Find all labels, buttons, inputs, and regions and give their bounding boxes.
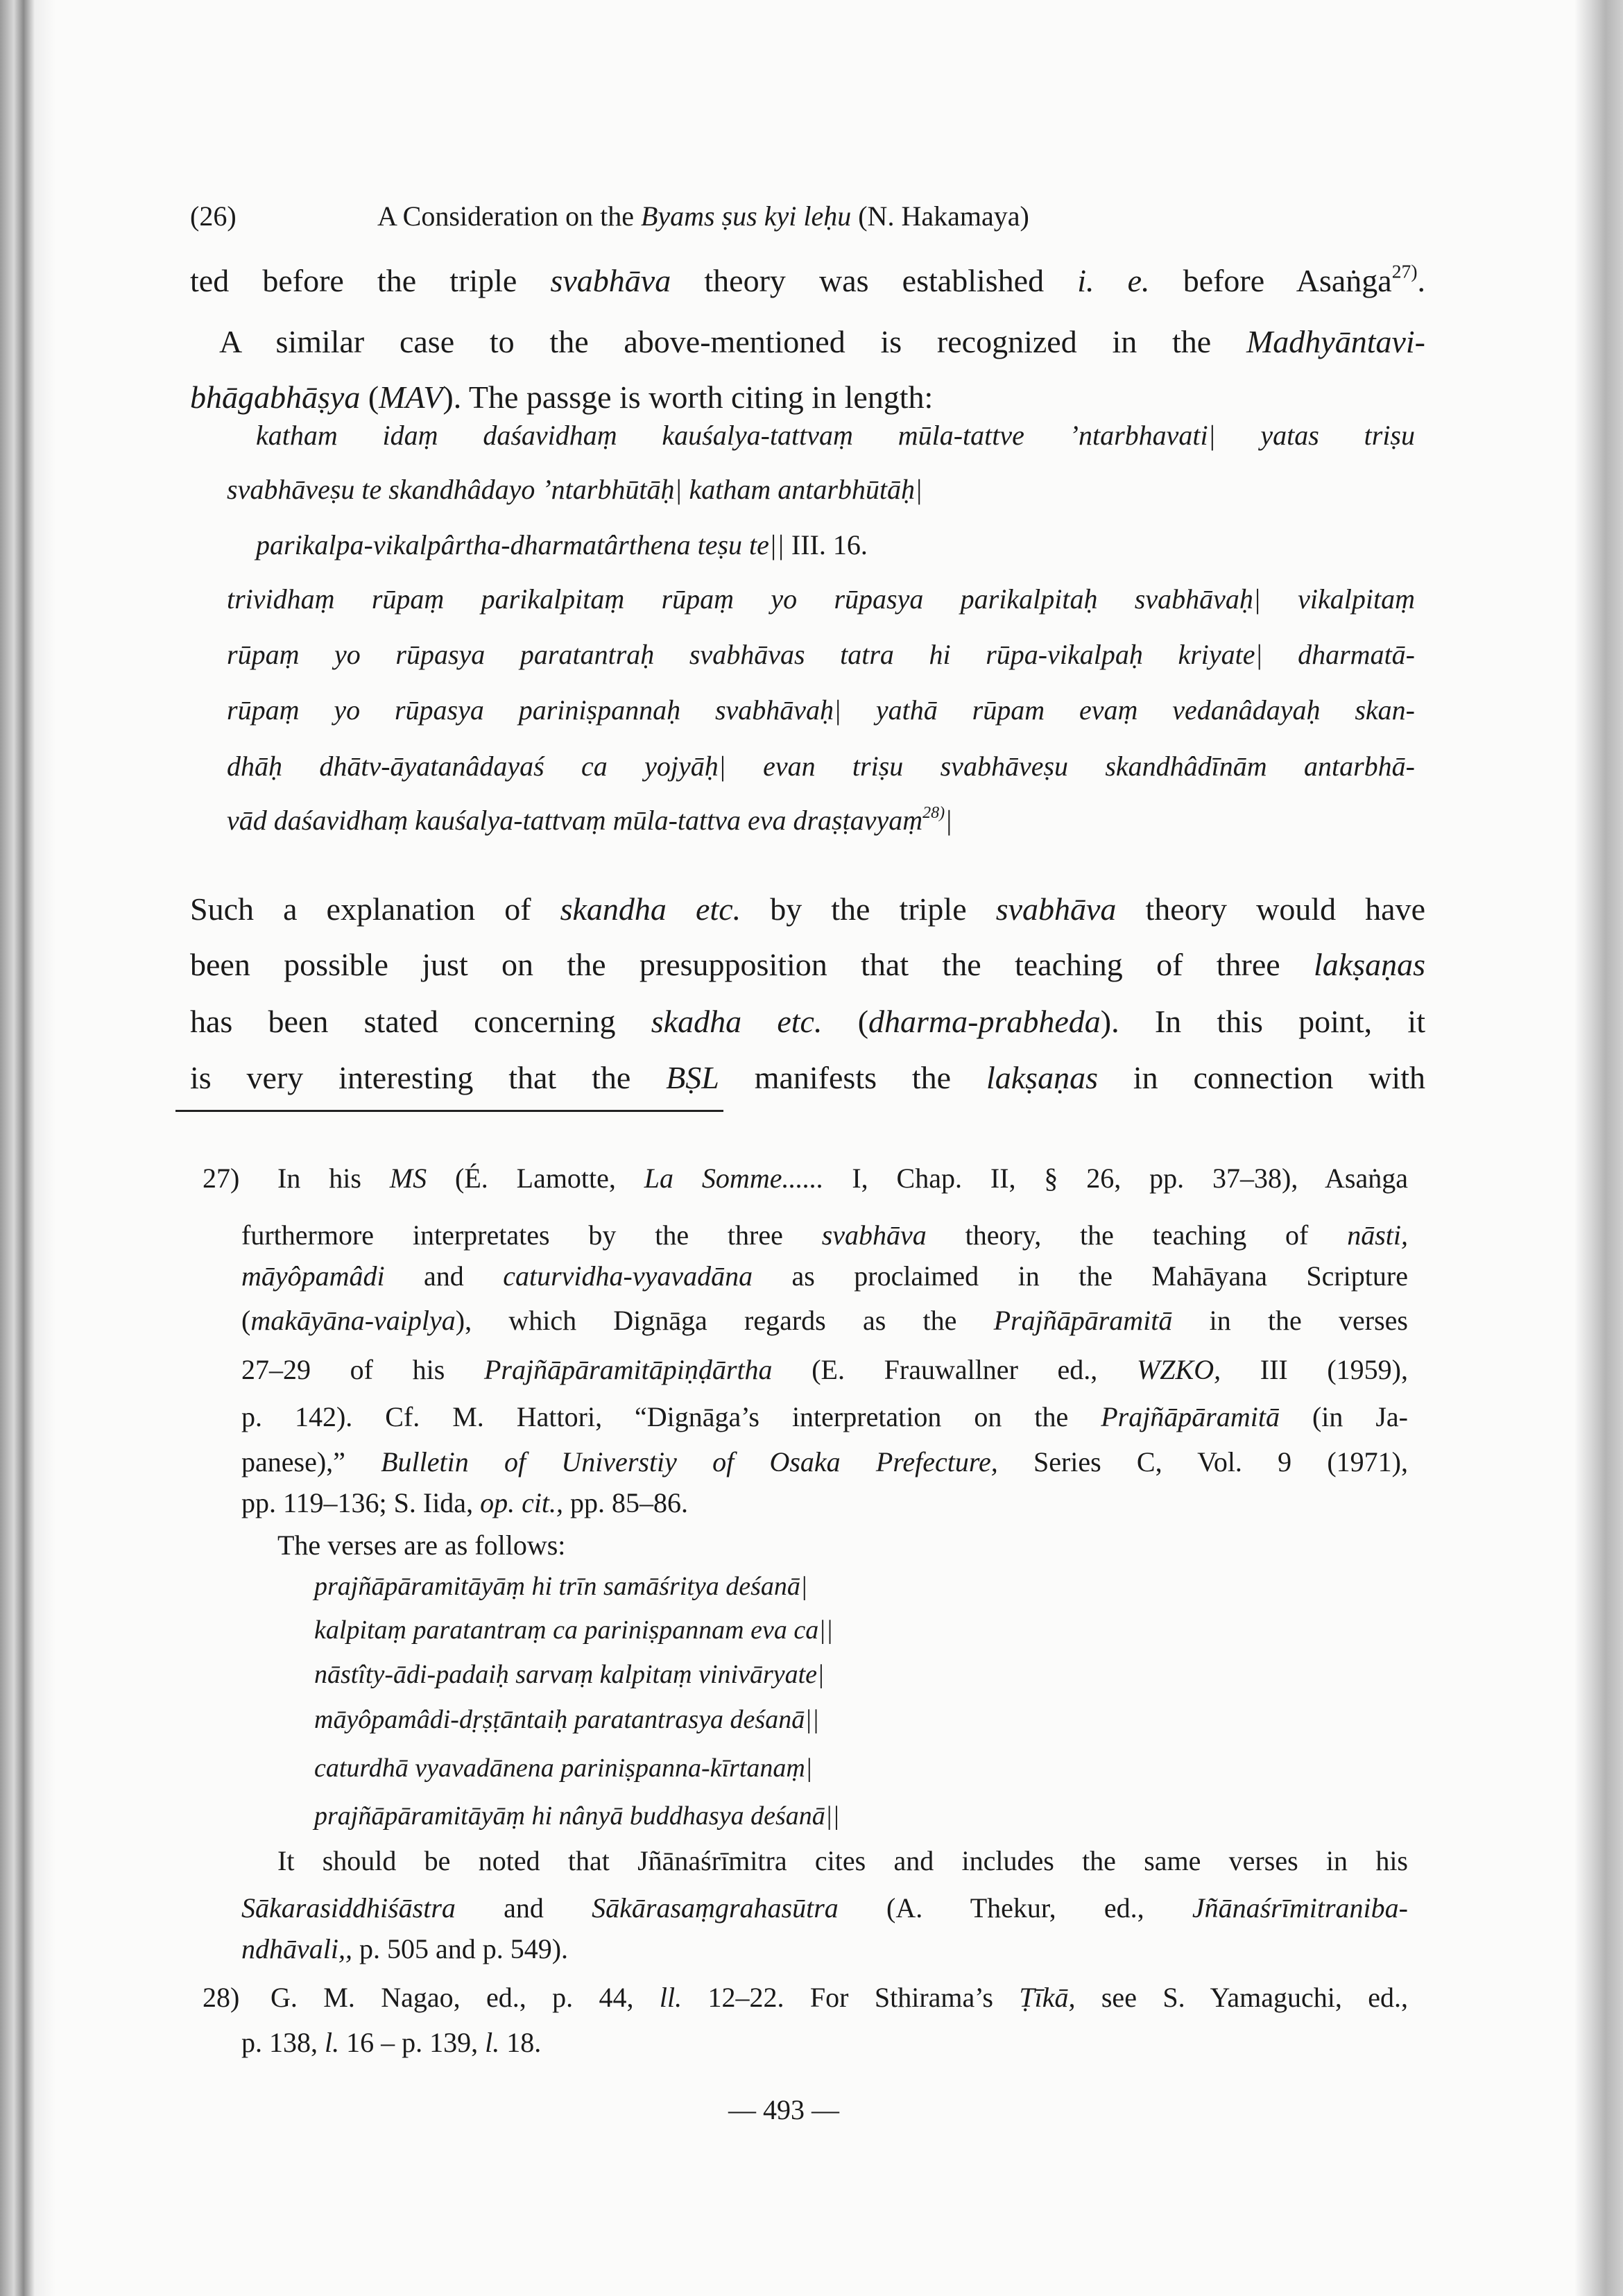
- quote-line: [256, 413, 1415, 458]
- footnote-reference: 28): [922, 804, 945, 823]
- text-run: dhāḥ dhātv-āyatanâdayaś ca yojyāḥ| evan triṣu svabhāveṣu skandhâdīnām antarbhā-: [227, 751, 1415, 782]
- text-run: (: [360, 379, 379, 415]
- footnote-line: [241, 1395, 1408, 1439]
- italic-term: lakṣaṇas: [1314, 947, 1425, 982]
- footnote-line: [270, 1976, 1408, 2020]
- footnote-line: [277, 1523, 565, 1568]
- text-run: prajñāpāramitāyāṃ hi trīn samāśritya deśanā|: [314, 1572, 808, 1601]
- text-run: (A. Thekur, ed.,: [838, 1892, 1192, 1924]
- italic-term: svabhāva: [995, 891, 1117, 927]
- footnote-marker-28: 28): [203, 1982, 240, 2013]
- italic-term: Ṭīkā,: [1019, 1982, 1076, 2013]
- text-run: (N. Hakamaya): [851, 200, 1029, 232]
- text-run: It should be noted that Jñānaśrīmitra cites and includes the same verses in his: [277, 1845, 1408, 1876]
- text-run: ). In this point, it: [1100, 1004, 1425, 1039]
- text-run: (E. Frauwallner ed.,: [772, 1354, 1137, 1385]
- text-run: 16 – p. 139,: [339, 2027, 486, 2058]
- text-run: In his: [277, 1163, 390, 1194]
- footnote-line: [241, 1886, 1408, 1930]
- text-run: A similar case to the above-mentioned is recognized in the: [219, 324, 1246, 359]
- footnote-reference: 27): [1391, 260, 1418, 282]
- italic-term: caturvidha-vyavadāna: [503, 1260, 753, 1292]
- text-run: (: [241, 1305, 251, 1336]
- text-run: ted before the triple: [190, 263, 551, 298]
- quote-line: [227, 468, 922, 512]
- text-run: furthermore interpretates by the three: [241, 1219, 822, 1251]
- text-run: and: [455, 1892, 592, 1924]
- text-run: katham idaṃ daśavidhaṃ kauśalya-tattvaṃ mūla-tattve ’ntarbhavati| yatas triṣu: [256, 420, 1415, 451]
- text-run: theory, the teaching of: [926, 1219, 1348, 1251]
- quote-line: [227, 798, 952, 843]
- scan-edge-left: [0, 0, 55, 2296]
- text-run: as proclaimed in the Mahāyana Scripture: [753, 1260, 1408, 1292]
- italic-term: l.: [325, 2027, 340, 2058]
- italic-term: Prajñāpāramitā: [993, 1305, 1173, 1336]
- text-run: (in Ja-: [1279, 1401, 1408, 1432]
- footnote-line: [241, 1348, 1408, 1392]
- text-run: nāstîty-ādi-padaiḥ sarvaṃ kalpitaṃ vinivāryate|: [314, 1660, 825, 1689]
- italic-term: WZKO,: [1136, 1354, 1221, 1385]
- italic-term: māyôpamâdi: [241, 1260, 385, 1292]
- text-run: p. 505 and p. 549).: [352, 1933, 569, 1964]
- text-run: 27–29 of his: [241, 1354, 484, 1385]
- text-run: parikalpa-vikalpârtha-dharmatârthena teṣu te||: [256, 529, 784, 560]
- italic-term: MS: [389, 1163, 427, 1194]
- text-run: ), which Dignāga regards as the: [455, 1305, 994, 1336]
- italic-term: BṢL: [666, 1060, 719, 1095]
- italic-term: ndhāvali,,: [241, 1933, 352, 1964]
- text-run: is very interesting that the: [190, 1060, 667, 1095]
- body-line: [190, 1000, 1425, 1044]
- text-run: prajñāpāramitāyāṃ hi nânyā buddhasya deśanā||: [314, 1801, 840, 1831]
- italic-term: nāsti,: [1347, 1219, 1408, 1251]
- footnote-line: [241, 1213, 1408, 1258]
- text-run: in the verses: [1172, 1305, 1408, 1336]
- footnote-marker-27: 27): [203, 1163, 240, 1194]
- footnote-rule: [175, 1110, 723, 1112]
- text-run: has been stated concerning: [190, 1004, 651, 1039]
- text-run: and: [384, 1260, 504, 1292]
- quote-line: [227, 577, 1415, 622]
- footnote-verse: [314, 1564, 807, 1609]
- italic-term: Sākārasaṃgrahasūtra: [592, 1892, 839, 1924]
- text-run: māyôpamâdi-dṛṣṭāntaiḥ paratantrasya deśanā||: [314, 1705, 820, 1734]
- footnote-line: [241, 1254, 1408, 1299]
- text-run: rūpaṃ yo rūpasya pariniṣpannaḥ svabhāvaḥ| yathā rūpam evaṃ vedanâdayaḥ skan-: [227, 694, 1415, 726]
- footnote-line: [241, 1927, 568, 1971]
- italic-term: Madhyāntavi-: [1246, 324, 1425, 359]
- italic-term: La Somme......: [644, 1163, 824, 1194]
- footnote-verse: [314, 1608, 833, 1652]
- footnote-verse: [314, 1794, 840, 1838]
- text-run: .: [1417, 263, 1425, 298]
- text-run: The verses are as follows:: [277, 1530, 566, 1561]
- text-run: (: [822, 1004, 869, 1039]
- italic-term: MAV: [379, 379, 443, 415]
- text-run: |: [945, 805, 953, 836]
- page-number: — 493 —: [728, 2094, 839, 2125]
- text-run: before Asaṅga: [1149, 263, 1392, 298]
- text-run: in connection with: [1097, 1060, 1425, 1095]
- italic-term: bhāgabhāṣya: [190, 379, 361, 415]
- footnote-line: [241, 1481, 688, 1525]
- text-run: A Consideration on the: [377, 200, 641, 232]
- text-run: theory was established: [671, 263, 1078, 298]
- scan-edge-right: [1574, 0, 1623, 2296]
- text-run: manifests the: [719, 1060, 986, 1095]
- italic-term: makāyāna-vaiplya: [250, 1305, 456, 1336]
- italic-term: i. e.: [1077, 263, 1150, 298]
- body-line: [190, 887, 1425, 932]
- quote-line: [227, 633, 1415, 677]
- text-run: theory would have: [1116, 891, 1425, 927]
- footnote-verse: [314, 1652, 825, 1697]
- italic-term: Byams ṣus kyi leḥu: [640, 200, 852, 232]
- text-run: kalpitaṃ paratantraṃ ca pariniṣpannam eva ca||: [314, 1616, 834, 1645]
- text-run: I, Chap. II, § 26, pp. 37–38), Asaṅga: [823, 1163, 1408, 1194]
- italic-term: l.: [485, 2027, 500, 2058]
- footnote-line: [277, 1839, 1408, 1883]
- text-run: caturdhā vyavadānena pariniṣpanna-kīrtanaṃ|: [314, 1754, 813, 1783]
- text-run: svabhāveṣu te skandhâdayo ’ntarbhūtāḥ| katham antarbhūtāḥ|: [227, 474, 922, 505]
- text-run: rūpaṃ yo rūpasya paratantraḥ svabhāvas tatra hi rūpa-vikalpaḥ kriyate| dharmatā-: [227, 639, 1415, 670]
- text-run: Series C, Vol. 9 (1971),: [997, 1446, 1408, 1477]
- text-run: p. 138,: [241, 2027, 325, 2058]
- text-run: panese),”: [241, 1446, 381, 1477]
- italic-term: Bulletin of Universtiy of Osaka Prefecture,: [381, 1446, 998, 1477]
- text-run: III. 16.: [784, 529, 868, 560]
- text-run: been possible just on the presupposition that the teaching of three: [190, 947, 1314, 982]
- text-run: see S. Yamaguchi, ed.,: [1075, 1982, 1408, 2013]
- text-run: pp. 119–136; S. Iida,: [241, 1487, 481, 1518]
- text-run: (É. Lamotte,: [427, 1163, 644, 1194]
- quote-line: [227, 744, 1415, 789]
- footnote-line: [241, 1440, 1408, 1484]
- italic-term: lakṣaṇas: [986, 1060, 1098, 1095]
- italic-term: skadha etc.: [651, 1004, 823, 1039]
- text-run: 18.: [499, 2027, 542, 2058]
- quote-line: [256, 523, 868, 567]
- italic-term: ll.: [659, 1982, 682, 2013]
- text-run: Such a explanation of: [190, 891, 560, 927]
- italic-term: svabhāva: [550, 263, 671, 298]
- italic-term: dharma-prabheda: [868, 1004, 1101, 1039]
- footnote-line: [277, 1156, 1408, 1201]
- body-line: [190, 259, 1425, 303]
- running-title: [377, 194, 1029, 239]
- body-line: [219, 320, 1425, 364]
- quote-line: [227, 688, 1415, 733]
- text-run: vād daśavidhaṃ kauśalya-tattvaṃ mūla-tattva eva draṣṭavyaṃ: [227, 805, 923, 836]
- body-line: [190, 943, 1425, 987]
- italic-term: Prajñāpāramitāpiṇḍārtha: [483, 1354, 773, 1385]
- footnote-verse: [314, 1746, 812, 1790]
- italic-term: op. cit.,: [480, 1487, 564, 1518]
- italic-term: skandha etc.: [560, 891, 741, 927]
- text-run: pp. 85–86.: [563, 1487, 689, 1518]
- text-run: ). The passge is worth citing in length:: [443, 379, 934, 415]
- text-run: by the triple: [741, 891, 996, 927]
- text-run: trividhaṃ rūpaṃ parikalpitaṃ rūpaṃ yo rūpasya parikalpitaḥ svabhāvaḥ| vikalpitaṃ: [227, 583, 1415, 615]
- footnote-line: [241, 1299, 1408, 1343]
- italic-term: Jñānaśrīmitraniba-: [1192, 1892, 1408, 1924]
- italic-term: svabhāva: [821, 1219, 927, 1251]
- text-run: 12–22. For Sthirama’s: [682, 1982, 1020, 2013]
- text-run: G. M. Nagao, ed., p. 44,: [270, 1982, 660, 2013]
- text-run: III (1959),: [1221, 1354, 1408, 1385]
- footnote-line: [241, 2021, 541, 2065]
- italic-term: Prajñāpāramitā: [1101, 1401, 1280, 1432]
- running-page-number: (26): [190, 200, 237, 232]
- italic-term: Sākarasiddhiśāstra: [241, 1892, 456, 1924]
- footnote-verse: [314, 1697, 819, 1742]
- text-run: p. 142). Cf. M. Hattori, “Dignāga’s interpretation on the: [241, 1401, 1101, 1432]
- body-line: [190, 1056, 1425, 1100]
